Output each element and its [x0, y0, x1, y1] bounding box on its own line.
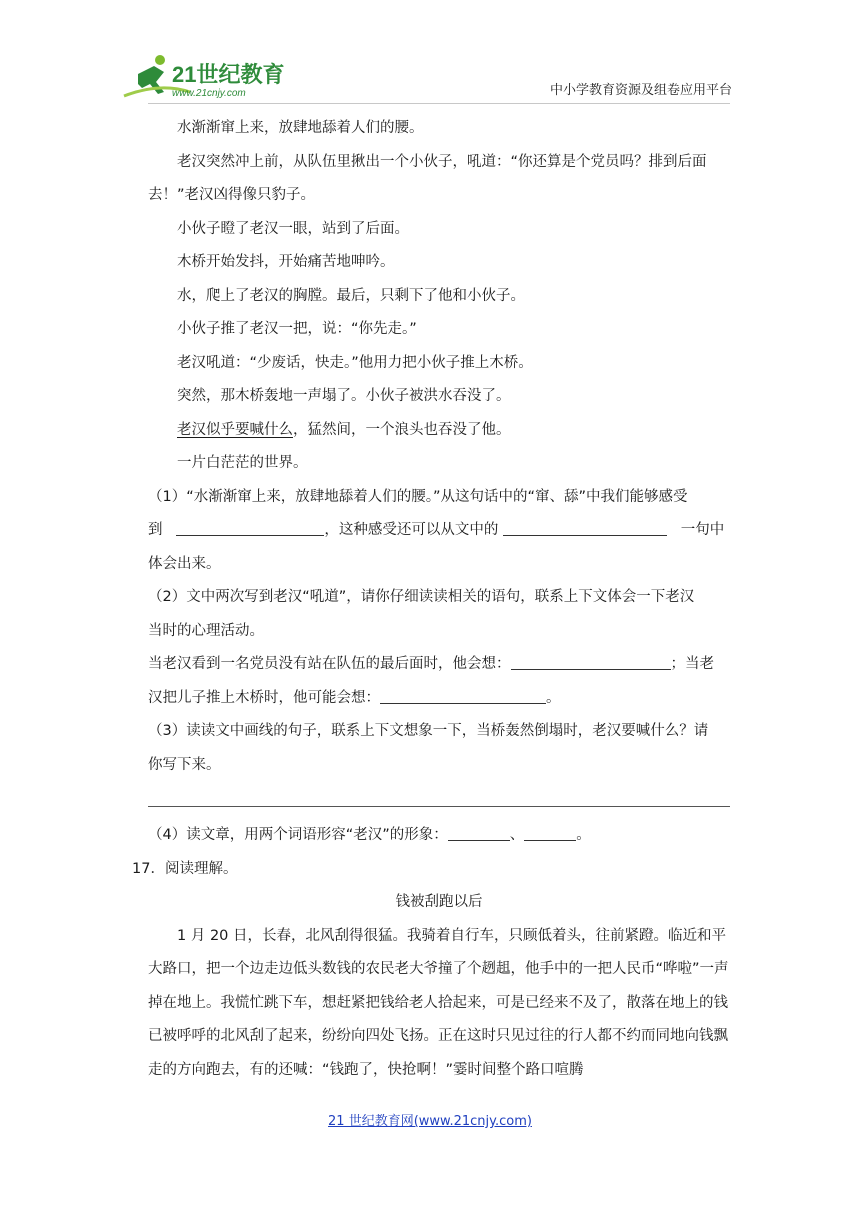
question-4-text: 、: [509, 827, 525, 843]
platform-name: 中小学教育资源及组卷应用平台: [549, 83, 732, 98]
question-2-line-2: 当时的心理活动。: [148, 622, 264, 639]
answer-blank[interactable]: [176, 519, 324, 536]
passage-paragraph: 老汉突然冲上前，从队伍里揪出一个小伙子，吼道：“你还算是个党员吗？排到后面去！”老汉凶得像只豹子。: [148, 153, 707, 203]
question-1-text: 到: [148, 522, 163, 538]
question-1-line-3: 体会出来。: [148, 555, 221, 572]
underlined-sentence: 老汉似乎要喊什么: [177, 421, 293, 438]
footer-link[interactable]: 21 世纪教育网(www.21cnjy.com): [328, 1114, 532, 1129]
header-divider: [148, 103, 730, 104]
question-1-text: （1）“水渐渐窜上来，放肆地舔着人们的腰。”从这句话中的“窜、舔”中我们能够感受: [148, 488, 688, 505]
passage-paragraph: 老汉吼道：“少废话，快走。”他用力把小伙子推上木桥。: [177, 354, 533, 371]
passage-paragraph: 突然，那木桥轰地一声塌了。小伙子被洪水吞没了。: [177, 388, 511, 404]
site-logo[interactable]: [120, 52, 290, 102]
main-content: [132, 112, 730, 1087]
question-2: （2）文中两次写到老汉“吼道”，请你仔细读读相关的语句，联系上下文体会一下老汉: [148, 589, 695, 605]
answer-blank[interactable]: [448, 824, 510, 841]
question-1-text: 一句中: [680, 522, 725, 538]
question-4: [148, 819, 730, 853]
answer-line[interactable]: [148, 806, 730, 807]
answer-blank[interactable]: [503, 519, 667, 536]
answer-blank[interactable]: [524, 824, 576, 841]
question-2-text: ；当老: [670, 656, 714, 672]
question-1-text: ，这种感受还可以从文中的: [324, 522, 499, 538]
question-2-line-3: [148, 648, 730, 682]
question-2-line-4: [148, 682, 730, 716]
question-2-text: 当老汉看到一名党员没有站在队伍的最后面时，他会想：: [148, 656, 511, 672]
passage-paragraph-underlined: [148, 414, 730, 448]
question-3-line-2: 你写下来。: [148, 756, 221, 773]
passage-paragraph: 水渐渐窜上来，放肆地舔着人们的腰。: [177, 120, 424, 136]
article-title: 钱被刮跑以后: [395, 894, 483, 910]
question-3: （3）读读文中画线的句子，联系上下文想象一下，当桥轰然倒塌时，老汉要喊什么？请: [148, 723, 709, 739]
answer-blank[interactable]: [380, 687, 546, 704]
article-paragraph: 1 月 20 日，长春，北风刮得很猛。我骑着自行车，只顾低着头，往前紧蹬。临近和平大路口，把一个边走边低头数钱的农民老大爷撞了个趔趄，他手中的一把人民币“哗啦”一声掉在地上。我慌忙跳下车，想赶紧把钱给老人拾起来，可是已经来不及了，散落在地上的钱已被呼呼的北风刮了起来，纷纷向四处飞扬。正在这时只见过往的行人都不约而同地向钱飘走的方向跑去，有的还喊：“钱跑了，快抢啊！”霎时间整个路口喧腾: [148, 927, 729, 1078]
passage-paragraph: 木桥开始发抖，开始痛苦地呻吟。: [177, 254, 395, 270]
passage-paragraph: 一片白茫茫的世界。: [177, 455, 308, 471]
svg-text:21世纪教育: 21世纪教育: [172, 62, 285, 87]
question-2-text: 汉把儿子推上木桥时，他可能会想：: [148, 689, 380, 706]
question-4-text: （4）读文章，用两个词语形容“老汉”的形象：: [148, 827, 448, 843]
page-header: [0, 0, 860, 110]
question-1: [148, 481, 730, 515]
passage-paragraph: 小伙子推了老汉一把，说：“你先走。”: [177, 321, 417, 337]
question-2-text: 。: [546, 689, 561, 706]
question-4-text: 。: [576, 827, 591, 843]
section-17-label: 17．阅读理解。: [132, 860, 238, 877]
question-1-line-2: [148, 514, 730, 548]
answer-blank[interactable]: [511, 653, 671, 670]
svg-text:www.21cnjy.com: www.21cnjy.com: [172, 88, 246, 99]
passage-paragraph: 小伙子瞪了老汉一眼，站到了后面。: [177, 220, 409, 237]
passage-paragraph: 水，爬上了老汉的胸膛。最后，只剩下了他和小伙子。: [177, 287, 525, 304]
sentence-rest: ，猛然间，一个浪头也吞没了他。: [293, 421, 511, 438]
page-footer: [0, 1110, 860, 1129]
